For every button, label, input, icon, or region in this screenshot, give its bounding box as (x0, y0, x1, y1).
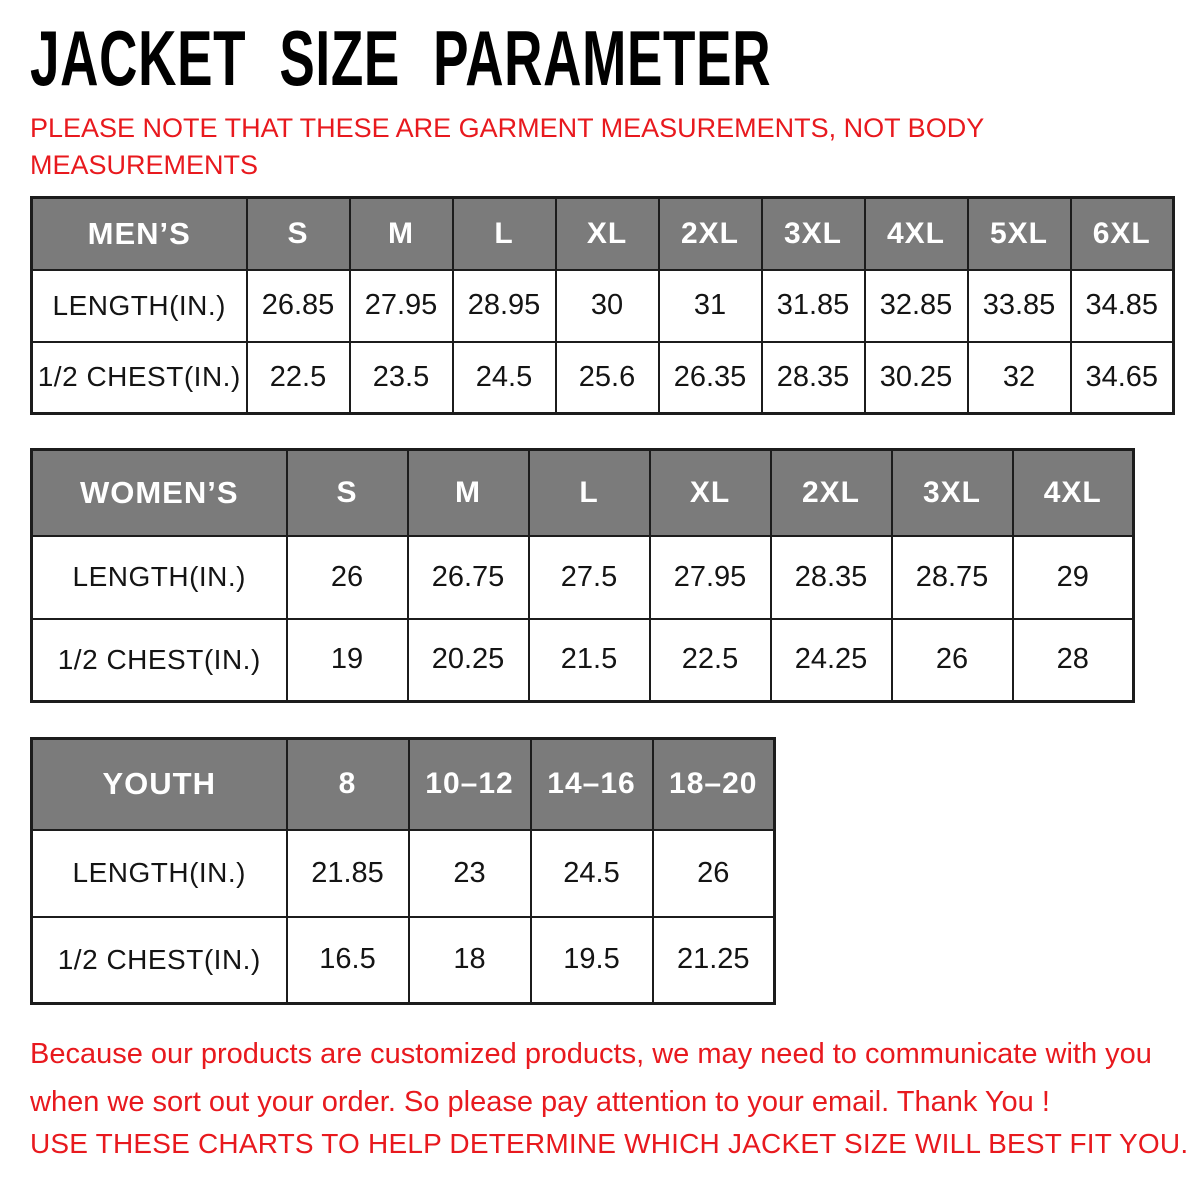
size-value-cell: 27.5 (529, 536, 650, 619)
size-value-cell: 31 (659, 270, 762, 342)
column-header-size: 3XL (762, 198, 865, 270)
size-value-cell: 33.85 (968, 270, 1071, 342)
column-header-size: 3XL (892, 450, 1013, 536)
size-value-cell: 19.5 (531, 917, 653, 1004)
size-value-cell: 31.85 (762, 270, 865, 342)
size-value-cell: 32 (968, 342, 1071, 414)
size-value-cell: 22.5 (650, 619, 771, 702)
size-value-cell: 22.5 (247, 342, 350, 414)
customized-products-note (30, 1030, 1152, 1126)
size-value-cell: 21.25 (653, 917, 775, 1004)
row-label: LENGTH(IN.) (32, 830, 287, 917)
size-value-cell: 26 (287, 536, 408, 619)
column-header-size: S (287, 450, 408, 536)
row-label: LENGTH(IN.) (32, 270, 247, 342)
page-title-text: JACKET SIZE PARAMETER (30, 14, 772, 102)
size-value-cell: 30 (556, 270, 659, 342)
garment-measurement-note (30, 110, 984, 184)
column-header-size: 6XL (1071, 198, 1174, 270)
size-value-cell: 26.75 (408, 536, 529, 619)
table-row-chest (32, 619, 1134, 702)
table-header-row (32, 739, 775, 830)
size-value-cell: 34.85 (1071, 270, 1174, 342)
size-value-cell: 21.5 (529, 619, 650, 702)
size-value-cell: 34.65 (1071, 342, 1174, 414)
footer-line-2: when we sort out your order. So please pay attention to your email. Thank You ! (30, 1086, 1050, 1118)
size-value-cell: 27.95 (350, 270, 453, 342)
womens-table-title: WOMEN’S (32, 450, 287, 536)
use-charts-note: USE THESE CHARTS TO HELP DETERMINE WHICH JACKET SIZE WILL BEST FIT YOU. (30, 1128, 1189, 1159)
table-row-length (32, 270, 1174, 342)
column-header-size: M (408, 450, 529, 536)
table-row-chest (32, 342, 1174, 414)
column-header-size: 10–12 (409, 739, 531, 830)
size-value-cell: 32.85 (865, 270, 968, 342)
table-header-row (32, 198, 1174, 270)
table-header-row (32, 450, 1134, 536)
column-header-size: M (350, 198, 453, 270)
row-label: 1/2 CHEST(IN.) (32, 342, 247, 414)
size-value-cell: 24.5 (453, 342, 556, 414)
row-label: 1/2 CHEST(IN.) (32, 917, 287, 1004)
size-value-cell: 29 (1013, 536, 1134, 619)
column-header-size: 14–16 (531, 739, 653, 830)
size-value-cell: 30.25 (865, 342, 968, 414)
size-value-cell: 21.85 (287, 830, 409, 917)
table-row-chest (32, 917, 775, 1004)
size-value-cell: 28.75 (892, 536, 1013, 619)
page-title (30, 14, 1120, 102)
table-row-length (32, 536, 1134, 619)
table-row-length (32, 830, 775, 917)
column-header-size: 2XL (771, 450, 892, 536)
size-value-cell: 26 (892, 619, 1013, 702)
size-value-cell: 26.35 (659, 342, 762, 414)
mens-size-table (30, 196, 1175, 415)
size-value-cell: 20.25 (408, 619, 529, 702)
size-value-cell: 23 (409, 830, 531, 917)
column-header-size: 18–20 (653, 739, 775, 830)
column-header-size: S (247, 198, 350, 270)
size-value-cell: 24.25 (771, 619, 892, 702)
column-header-size: L (453, 198, 556, 270)
size-value-cell: 27.95 (650, 536, 771, 619)
size-value-cell: 26.85 (247, 270, 350, 342)
size-value-cell: 25.6 (556, 342, 659, 414)
column-header-size: 2XL (659, 198, 762, 270)
size-value-cell: 28 (1013, 619, 1134, 702)
column-header-size: L (529, 450, 650, 536)
size-value-cell: 18 (409, 917, 531, 1004)
youth-table-title: YOUTH (32, 739, 287, 830)
row-label: 1/2 CHEST(IN.) (32, 619, 287, 702)
size-value-cell: 19 (287, 619, 408, 702)
size-value-cell: 16.5 (287, 917, 409, 1004)
size-value-cell: 23.5 (350, 342, 453, 414)
column-header-size: 8 (287, 739, 409, 830)
note-line-2: MEASUREMENTS (30, 150, 259, 180)
column-header-size: 4XL (865, 198, 968, 270)
youth-size-table (30, 737, 776, 1005)
row-label: LENGTH(IN.) (32, 536, 287, 619)
column-header-size: XL (650, 450, 771, 536)
column-header-size: 4XL (1013, 450, 1134, 536)
column-header-size: XL (556, 198, 659, 270)
footer-line-1: Because our products are customized products, we may need to communicate with you (30, 1038, 1152, 1070)
size-value-cell: 24.5 (531, 830, 653, 917)
size-value-cell: 26 (653, 830, 775, 917)
size-value-cell: 28.95 (453, 270, 556, 342)
size-value-cell: 28.35 (771, 536, 892, 619)
womens-size-table (30, 448, 1135, 703)
note-line-1: PLEASE NOTE THAT THESE ARE GARMENT MEASUREMENTS, NOT BODY (30, 113, 985, 143)
mens-table-title: MEN’S (32, 198, 247, 270)
column-header-size: 5XL (968, 198, 1071, 270)
size-value-cell: 28.35 (762, 342, 865, 414)
